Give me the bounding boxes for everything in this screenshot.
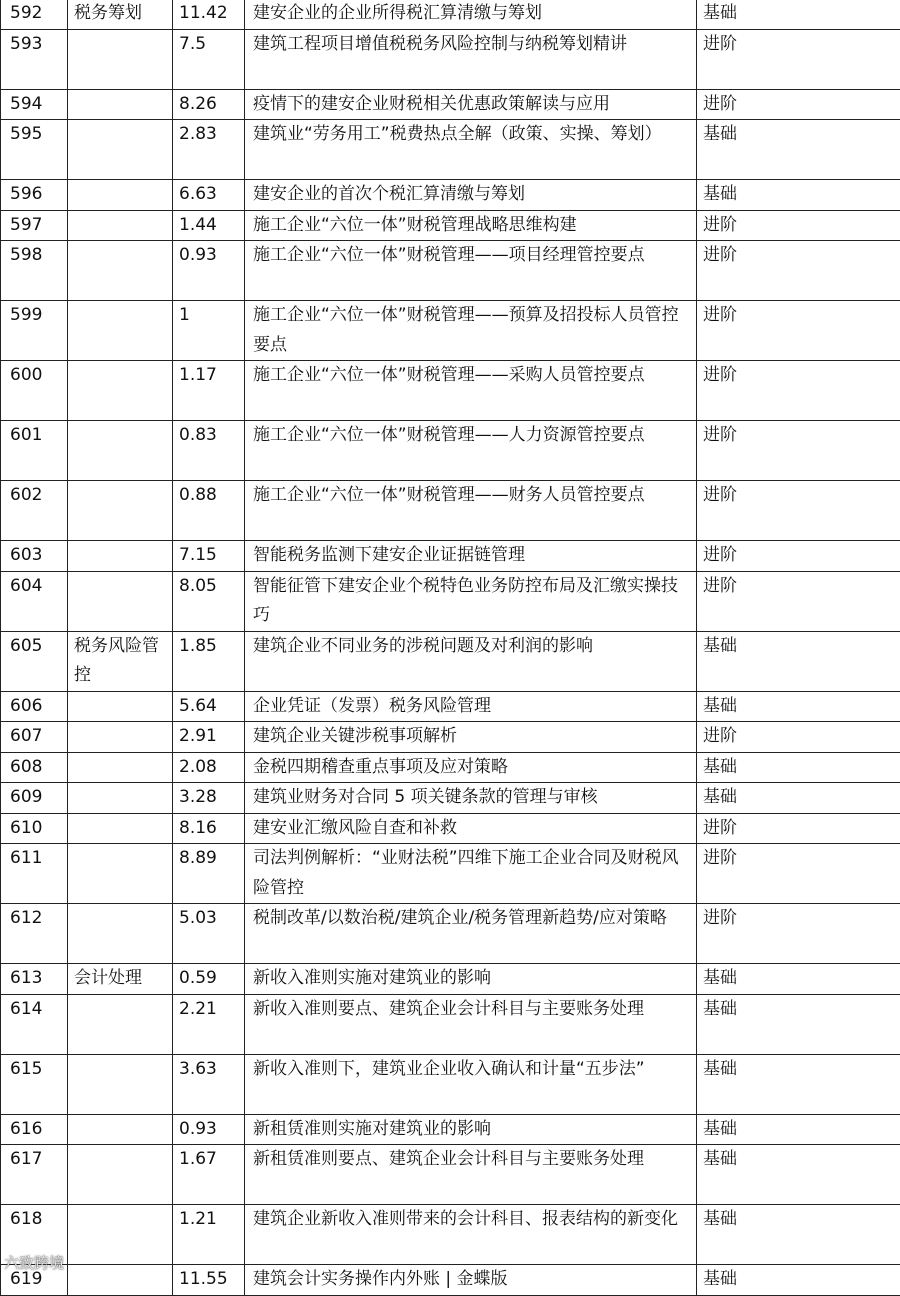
row-level: 基础	[697, 180, 900, 211]
row-hours: 0.93	[173, 1114, 245, 1145]
row-level: 基础	[697, 964, 900, 995]
row-title: 建筑企业关键涉税事项解析	[245, 722, 697, 753]
row-hours: 0.93	[173, 241, 245, 301]
row-number: 611	[1, 844, 68, 904]
row-number: 596	[1, 180, 68, 211]
row-level: 基础	[697, 1054, 900, 1114]
table-row	[1, 631, 900, 691]
table-row	[1, 210, 900, 241]
row-hours: 1.85	[173, 631, 245, 691]
row-title: 建筑业“劳务用工”税费热点全解（政策、实操、筹划）	[245, 120, 697, 180]
row-hours: 11.42	[173, 0, 245, 29]
row-category: 会计处理	[68, 964, 173, 995]
row-title: 建筑业财务对合同 5 项关键条款的管理与审核	[245, 783, 697, 814]
row-level: 进阶	[697, 89, 900, 120]
table-row	[1, 722, 900, 753]
table-row	[1, 1114, 900, 1145]
row-category	[68, 1114, 173, 1145]
row-number: 603	[1, 541, 68, 572]
row-title: 建筑会计实务操作内外账 | 金蝶版	[245, 1265, 697, 1296]
row-category	[68, 722, 173, 753]
row-number: 597	[1, 210, 68, 241]
row-number: 601	[1, 421, 68, 481]
row-level: 基础	[697, 1145, 900, 1205]
row-level: 进阶	[697, 541, 900, 572]
row-title: 施工企业“六位一体”财税管理——人力资源管控要点	[245, 421, 697, 481]
row-number: 600	[1, 361, 68, 421]
row-number: 615	[1, 1054, 68, 1114]
table-row	[1, 571, 900, 631]
row-level: 基础	[697, 994, 900, 1054]
row-category	[68, 1265, 173, 1296]
row-level: 基础	[697, 752, 900, 783]
table-row	[1, 1205, 900, 1265]
row-number: 613	[1, 964, 68, 995]
row-hours: 2.83	[173, 120, 245, 180]
row-category	[68, 541, 173, 572]
table-row	[1, 241, 900, 301]
row-number: 599	[1, 301, 68, 361]
row-hours: 8.89	[173, 844, 245, 904]
row-number: 595	[1, 120, 68, 180]
row-number: 610	[1, 813, 68, 844]
row-number: 598	[1, 241, 68, 301]
row-hours: 0.88	[173, 481, 245, 541]
row-title: 建安企业的首次个税汇算清缴与筹划	[245, 180, 697, 211]
table-row	[1, 752, 900, 783]
table-row	[1, 813, 900, 844]
row-number: 619	[1, 1265, 68, 1296]
table-row	[1, 1265, 900, 1296]
row-category	[68, 481, 173, 541]
row-title: 施工企业“六位一体”财税管理——项目经理管控要点	[245, 241, 697, 301]
row-hours: 7.15	[173, 541, 245, 572]
row-category	[68, 691, 173, 722]
table-row	[1, 421, 900, 481]
row-category	[68, 994, 173, 1054]
table-row	[1, 29, 900, 89]
row-number: 614	[1, 994, 68, 1054]
row-level: 进阶	[697, 29, 900, 89]
row-level: 基础	[697, 783, 900, 814]
row-title: 企业凭证（发票）税务风险管理	[245, 691, 697, 722]
row-category: 税务风险管控	[68, 631, 173, 691]
row-category	[68, 752, 173, 783]
row-title: 施工企业“六位一体”财税管理战略思维构建	[245, 210, 697, 241]
watermark: 六致跨境	[4, 1252, 64, 1273]
row-level: 基础	[697, 1114, 900, 1145]
row-hours: 5.03	[173, 904, 245, 964]
row-category	[68, 29, 173, 89]
row-hours: 2.21	[173, 994, 245, 1054]
row-level: 进阶	[697, 813, 900, 844]
row-hours: 1.44	[173, 210, 245, 241]
row-hours: 8.26	[173, 89, 245, 120]
row-title: 新收入准则实施对建筑业的影响	[245, 964, 697, 995]
row-level: 进阶	[697, 301, 900, 361]
row-number: 606	[1, 691, 68, 722]
row-category	[68, 1145, 173, 1205]
row-category: 税务筹划	[68, 0, 173, 29]
row-category	[68, 904, 173, 964]
row-hours: 5.64	[173, 691, 245, 722]
row-level: 进阶	[697, 904, 900, 964]
row-title: 税制改革/以数治税/建筑企业/税务管理新趋势/应对策略	[245, 904, 697, 964]
row-level: 进阶	[697, 571, 900, 631]
row-category	[68, 241, 173, 301]
row-number: 617	[1, 1145, 68, 1205]
row-hours: 1	[173, 301, 245, 361]
table-row	[1, 541, 900, 572]
row-category	[68, 844, 173, 904]
row-title: 司法判例解析：“业财法税”四维下施工企业合同及财税风险管控	[245, 844, 697, 904]
row-number: 592	[1, 0, 68, 29]
row-title: 建筑企业不同业务的涉税问题及对利润的影响	[245, 631, 697, 691]
row-number: 602	[1, 481, 68, 541]
table-row	[1, 361, 900, 421]
row-title: 智能税务监测下建安企业证据链管理	[245, 541, 697, 572]
row-title: 新租赁准则要点、建筑企业会计科目与主要账务处理	[245, 1145, 697, 1205]
row-title: 施工企业“六位一体”财税管理——采购人员管控要点	[245, 361, 697, 421]
row-number: 608	[1, 752, 68, 783]
row-title: 新收入准则下，建筑业企业收入确认和计量“五步法”	[245, 1054, 697, 1114]
row-level: 进阶	[697, 421, 900, 481]
row-level: 基础	[697, 631, 900, 691]
table-row	[1, 964, 900, 995]
row-category	[68, 120, 173, 180]
table-row	[1, 691, 900, 722]
row-number: 618	[1, 1205, 68, 1265]
row-level: 进阶	[697, 210, 900, 241]
row-number: 594	[1, 89, 68, 120]
row-level: 进阶	[697, 241, 900, 301]
course-table-body	[1, 0, 900, 1295]
table-row	[1, 1145, 900, 1205]
table-row	[1, 994, 900, 1054]
row-title: 智能征管下建安企业个税特色业务防控布局及汇缴实操技巧	[245, 571, 697, 631]
row-category	[68, 813, 173, 844]
row-title: 新收入准则要点、建筑企业会计科目与主要账务处理	[245, 994, 697, 1054]
row-level: 基础	[697, 120, 900, 180]
table-row	[1, 783, 900, 814]
row-title: 建安业汇缴风险自查和补救	[245, 813, 697, 844]
row-category	[68, 1205, 173, 1265]
row-title: 建筑工程项目增值税税务风险控制与纳税筹划精讲	[245, 29, 697, 89]
row-number: 609	[1, 783, 68, 814]
row-category	[68, 89, 173, 120]
row-hours: 0.59	[173, 964, 245, 995]
row-number: 593	[1, 29, 68, 89]
row-level: 基础	[697, 1205, 900, 1265]
row-level: 基础	[697, 1265, 900, 1296]
row-hours: 3.28	[173, 783, 245, 814]
table-row	[1, 844, 900, 904]
row-category	[68, 210, 173, 241]
row-category	[68, 301, 173, 361]
row-hours: 8.16	[173, 813, 245, 844]
row-title: 疫情下的建安企业财税相关优惠政策解读与应用	[245, 89, 697, 120]
row-category	[68, 783, 173, 814]
row-number: 612	[1, 904, 68, 964]
row-title: 建安企业的企业所得税汇算清缴与筹划	[245, 0, 697, 29]
row-category	[68, 1054, 173, 1114]
row-level: 进阶	[697, 481, 900, 541]
row-title: 金税四期稽查重点事项及应对策略	[245, 752, 697, 783]
row-number: 604	[1, 571, 68, 631]
row-hours: 6.63	[173, 180, 245, 211]
row-level: 进阶	[697, 722, 900, 753]
row-title: 施工企业“六位一体”财税管理——预算及招投标人员管控要点	[245, 301, 697, 361]
row-hours: 8.05	[173, 571, 245, 631]
table-row	[1, 180, 900, 211]
row-number: 616	[1, 1114, 68, 1145]
row-category	[68, 180, 173, 211]
row-hours: 7.5	[173, 29, 245, 89]
row-hours: 11.55	[173, 1265, 245, 1296]
row-hours: 2.91	[173, 722, 245, 753]
row-number: 607	[1, 722, 68, 753]
row-hours: 2.08	[173, 752, 245, 783]
row-level: 进阶	[697, 361, 900, 421]
row-hours: 1.21	[173, 1205, 245, 1265]
row-level: 基础	[697, 691, 900, 722]
table-row	[1, 904, 900, 964]
table-row	[1, 0, 900, 29]
row-category	[68, 361, 173, 421]
row-category	[68, 571, 173, 631]
table-row	[1, 120, 900, 180]
table-row	[1, 1054, 900, 1114]
row-title: 建筑企业新收入准则带来的会计科目、报表结构的新变化	[245, 1205, 697, 1265]
row-hours: 1.67	[173, 1145, 245, 1205]
row-category	[68, 421, 173, 481]
row-level: 进阶	[697, 844, 900, 904]
row-title: 新租赁准则实施对建筑业的影响	[245, 1114, 697, 1145]
row-title: 施工企业“六位一体”财税管理——财务人员管控要点	[245, 481, 697, 541]
table-row	[1, 89, 900, 120]
row-hours: 3.63	[173, 1054, 245, 1114]
row-hours: 0.83	[173, 421, 245, 481]
row-level: 基础	[697, 0, 900, 29]
row-hours: 1.17	[173, 361, 245, 421]
table-row	[1, 301, 900, 361]
table-row	[1, 481, 900, 541]
row-number: 605	[1, 631, 68, 691]
